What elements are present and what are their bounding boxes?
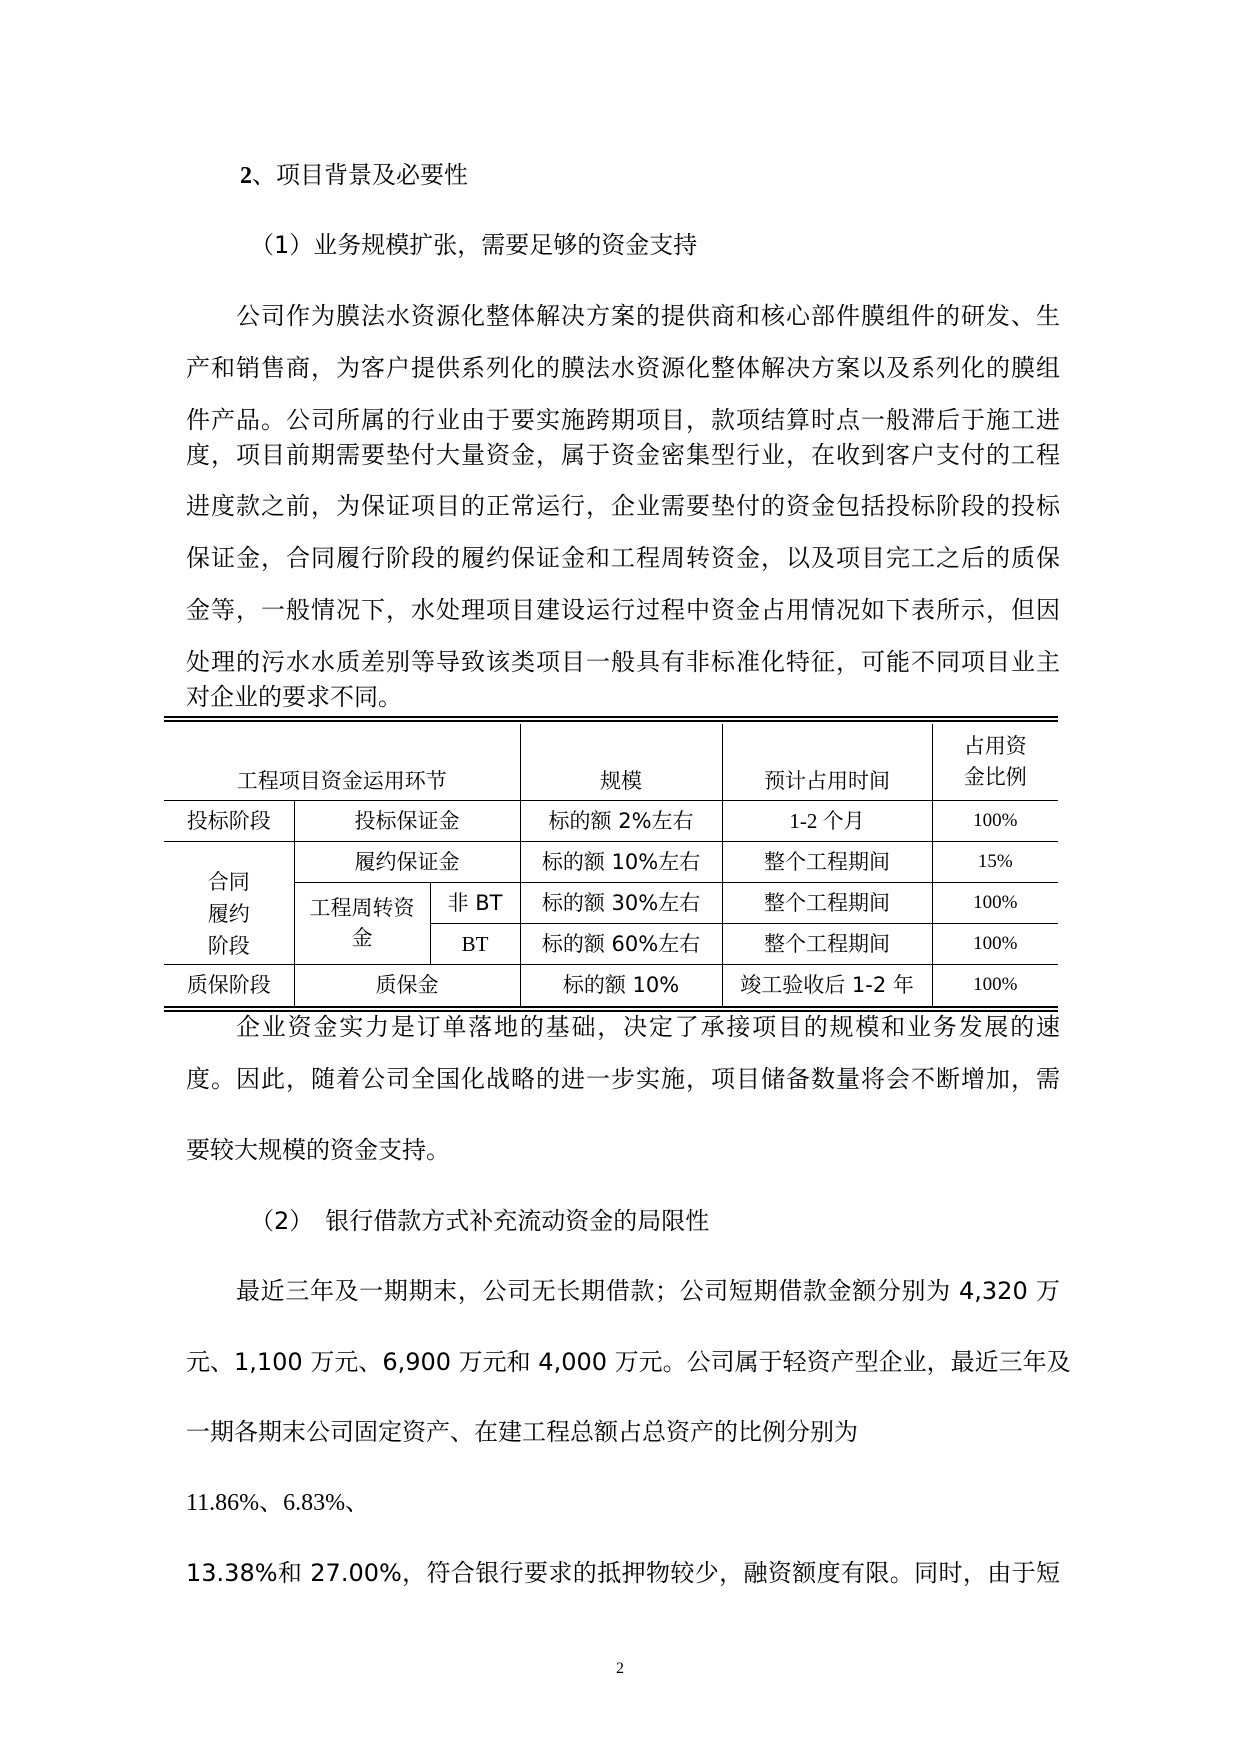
table-top-rule bbox=[164, 720, 1058, 722]
subheading-2: （2） 银行借款方式补充流动资金的局限性 bbox=[250, 1207, 710, 1235]
header-ratio: 占用资金比例 bbox=[932, 724, 1058, 800]
header-scale: 规模 bbox=[520, 724, 722, 800]
para2-line: 要较大规模的资金支持。 bbox=[186, 1136, 450, 1164]
ratio-cell: 100% bbox=[932, 800, 1058, 841]
capital-usage-table bbox=[164, 724, 1058, 1006]
time-cell: 竣工验收后 1-2 年 bbox=[722, 964, 932, 1006]
ratio-cell: 100% bbox=[932, 882, 1058, 923]
table-row bbox=[164, 964, 1058, 1006]
para1-line: 度，项目前期需要垫付大量资金，属于资金密集型行业，在收到客户支付的工程 bbox=[186, 441, 1060, 469]
ratio-cell: 15% bbox=[932, 841, 1058, 882]
scale-cell: 标的额 30%左右 bbox=[520, 882, 722, 923]
header-time: 预计占用时间 bbox=[722, 724, 932, 800]
stage-cell: 投标阶段 bbox=[164, 800, 294, 841]
scale-cell: 标的额 2%左右 bbox=[520, 800, 722, 841]
para2-line: 企业资金实力是订单落地的基础，决定了承接项目的规模和业务发展的速 bbox=[236, 1013, 1060, 1041]
ratio-cell: 100% bbox=[932, 923, 1058, 964]
header-link: 工程项目资金运用环节 bbox=[164, 724, 520, 800]
item-cell: 履约保证金 bbox=[294, 841, 520, 882]
section-heading: 2、项目背景及必要性 bbox=[240, 161, 468, 189]
para3-line: 一期各期末公司固定资产、在建工程总额占总资产的比例分别为 bbox=[186, 1418, 858, 1446]
time-cell: 整个工程期间 bbox=[722, 923, 932, 964]
para2-line: 度。因此，随着公司全国化战略的进一步实施，项目储备数量将会不断增加，需 bbox=[186, 1065, 1060, 1093]
para1-line: 金等，一般情况下，水处理项目建设运行过程中资金占用情况如下表所示，但因 bbox=[186, 596, 1060, 624]
time-cell: 1-2 个月 bbox=[722, 800, 932, 841]
scale-cell: 标的额 10% bbox=[520, 964, 722, 1006]
para1-line: 件产品。公司所属的行业由于要实施跨期项目，款项结算时点一般滞后于施工进 bbox=[186, 406, 1060, 434]
time-cell: 整个工程期间 bbox=[722, 841, 932, 882]
item-cell: 质保金 bbox=[294, 964, 520, 1006]
table-row bbox=[164, 841, 1058, 882]
para3-line: 11.86%、6.83%、 bbox=[186, 1490, 370, 1516]
para1-line: 保证金，合同履行阶段的履约保证金和工程周转资金，以及项目完工之后的质保 bbox=[186, 544, 1060, 572]
para1-line: 对企业的要求不同。 bbox=[186, 683, 402, 711]
table-header-row bbox=[164, 724, 1058, 800]
stage-cell: 质保阶段 bbox=[164, 964, 294, 1006]
para1-line: 进度款之前，为保证项目的正常运行，企业需要垫付的资金包括投标阶段的投标 bbox=[186, 492, 1060, 520]
table-row bbox=[164, 800, 1058, 841]
para3-line: 13.38%和 27.00%，符合银行要求的抵押物较少，融资额度有限。同时，由于短 bbox=[186, 1559, 1060, 1587]
stage-cell: 合同履约阶段 bbox=[164, 841, 294, 964]
table-row bbox=[164, 882, 1058, 923]
item-cell: 工程周转资金 bbox=[294, 882, 430, 964]
scale-cell: 标的额 60%左右 bbox=[520, 923, 722, 964]
time-cell: 整个工程期间 bbox=[722, 882, 932, 923]
page-number: 2 bbox=[616, 1660, 624, 1677]
para1-line: 产和销售商，为客户提供系列化的膜法水资源化整体解决方案以及系列化的膜组 bbox=[186, 354, 1060, 382]
table-top-rule bbox=[164, 716, 1058, 718]
subheading-1: （1）业务规模扩张，需要足够的资金支持 bbox=[250, 231, 698, 259]
para1-line: 处理的污水水质差别等导致该类项目一般具有非标准化特征，可能不同项目业主 bbox=[186, 648, 1060, 676]
subtype-cell: BT bbox=[430, 923, 520, 964]
para1-line: 公司作为膜法水资源化整体解决方案的提供商和核心部件膜组件的研发、生 bbox=[236, 302, 1060, 330]
item-cell: 投标保证金 bbox=[294, 800, 520, 841]
subtype-cell: 非 BT bbox=[430, 882, 520, 923]
scale-cell: 标的额 10%左右 bbox=[520, 841, 722, 882]
para3-line: 元、1,100 万元、6,900 万元和 4,000 万元。公司属于轻资产型企业，最近三年及 bbox=[186, 1348, 1071, 1376]
table-bottom-rule bbox=[164, 1006, 1058, 1008]
para3-line: 最近三年及一期期末，公司无长期借款；公司短期借款金额分别为 4,320 万 bbox=[236, 1277, 1060, 1305]
ratio-cell: 100% bbox=[932, 964, 1058, 1006]
